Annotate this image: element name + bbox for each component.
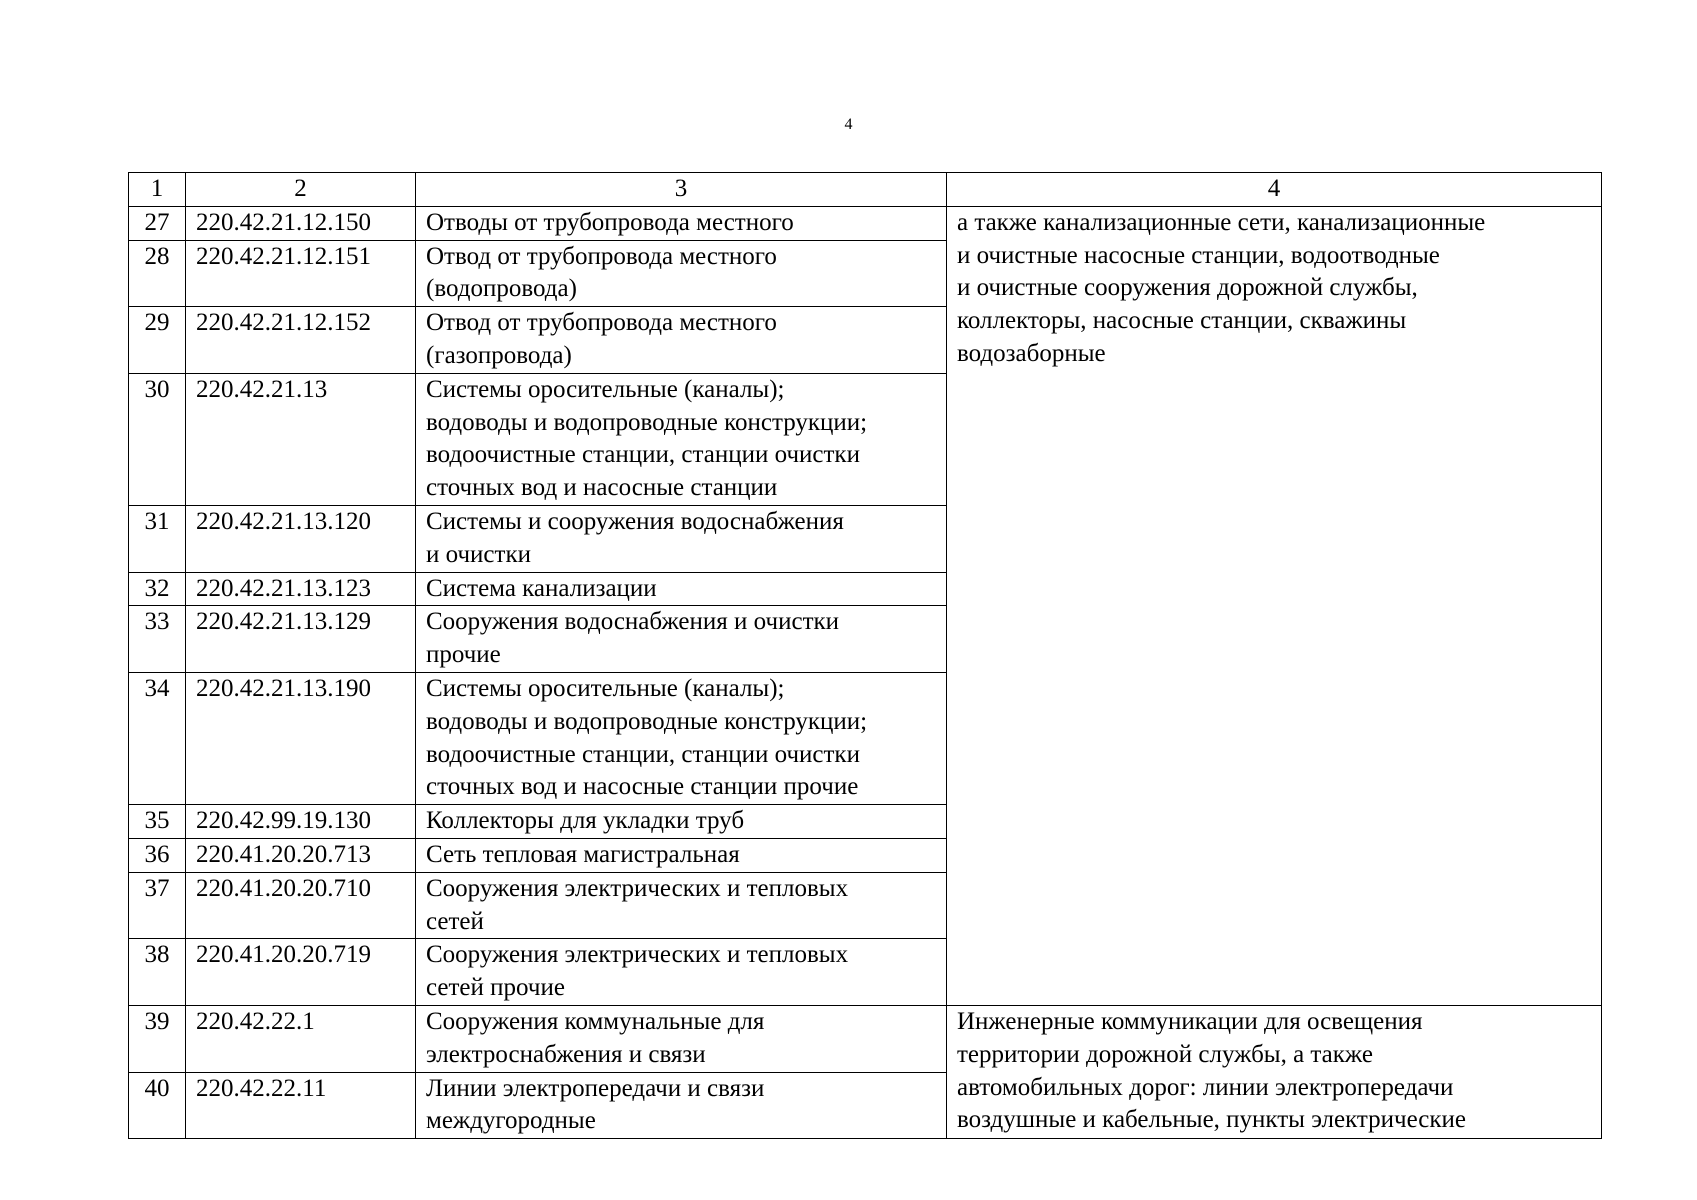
- row-code: 220.42.21.12.152: [186, 307, 416, 374]
- table-row: [129, 206, 1602, 240]
- row-name: Системы оросительные (каналы); водоводы и водопроводные конструкции; водоочистные станции, станции очистки сточных вод и насосные станции: [416, 373, 947, 505]
- header-row: [129, 173, 1602, 207]
- row-number: 38: [129, 939, 186, 1006]
- row-note: Инженерные коммуникации для освещения территории дорожной службы, а также автомобильных дорог: линии электропередачи воздушные и кабельные, пункты электрические: [947, 1005, 1602, 1138]
- row-code: 220.41.20.20.713: [186, 838, 416, 872]
- row-code: 220.42.21.13.123: [186, 572, 416, 606]
- row-name: Системы оросительные (каналы); водоводы и водопроводные конструкции; водоочистные станции, станции очистки сточных вод и насосные станции прочие: [416, 672, 947, 804]
- row-name: Линии электропередачи и связи междугородные: [416, 1072, 947, 1139]
- row-name: Сооружения коммунальные для электроснабжения и связи: [416, 1005, 947, 1072]
- page-number: 4: [844, 116, 853, 133]
- row-number: 36: [129, 838, 186, 872]
- row-name: Отводы от трубопровода местного: [416, 206, 947, 240]
- row-code: 220.42.21.12.151: [186, 240, 416, 307]
- row-number: 37: [129, 872, 186, 939]
- row-code: 220.42.21.13.129: [186, 606, 416, 673]
- row-code: 220.41.20.20.719: [186, 939, 416, 1006]
- row-number: 31: [129, 505, 186, 572]
- column-header-1: 1: [129, 173, 186, 207]
- row-name: Сооружения электрических и тепловых сетей: [416, 872, 947, 939]
- row-name: Сооружения водоснабжения и очистки прочие: [416, 606, 947, 673]
- row-number: 27: [129, 206, 186, 240]
- column-header-3: 3: [416, 173, 947, 207]
- column-header-4: 4: [947, 173, 1602, 207]
- classification-table: [128, 172, 1602, 1139]
- row-number: 40: [129, 1072, 186, 1139]
- row-name: Система канализации: [416, 572, 947, 606]
- row-code: 220.42.21.13: [186, 373, 416, 505]
- row-code: 220.42.22.1: [186, 1005, 416, 1072]
- column-header-2: 2: [186, 173, 416, 207]
- row-code: 220.42.22.11: [186, 1072, 416, 1139]
- row-name: Сеть тепловая магистральная: [416, 838, 947, 872]
- table-header: [129, 173, 1602, 207]
- row-number: 35: [129, 805, 186, 839]
- row-note: а также канализационные сети, канализационные и очистные насосные станции, водоотводные и очистные сооружения дорожной службы, коллекторы, насосные станции, скважины водозаборные: [947, 206, 1602, 1005]
- row-number: 30: [129, 373, 186, 505]
- row-number: 29: [129, 307, 186, 374]
- row-number: 32: [129, 572, 186, 606]
- row-number: 28: [129, 240, 186, 307]
- row-code: 220.42.21.13.120: [186, 505, 416, 572]
- row-code: 220.42.99.19.130: [186, 805, 416, 839]
- row-code: 220.42.21.12.150: [186, 206, 416, 240]
- row-name: Отвод от трубопровода местного (водопровода): [416, 240, 947, 307]
- row-name: Системы и сооружения водоснабжения и очистки: [416, 505, 947, 572]
- table-body: [129, 206, 1602, 1138]
- row-number: 33: [129, 606, 186, 673]
- row-code: 220.42.21.13.190: [186, 672, 416, 804]
- row-number: 34: [129, 672, 186, 804]
- row-number: 39: [129, 1005, 186, 1072]
- row-code: 220.41.20.20.710: [186, 872, 416, 939]
- row-name: Коллекторы для укладки труб: [416, 805, 947, 839]
- row-name: Отвод от трубопровода местного (газопровода): [416, 307, 947, 374]
- row-name: Сооружения электрических и тепловых сетей прочие: [416, 939, 947, 1006]
- table-row: [129, 1005, 1602, 1072]
